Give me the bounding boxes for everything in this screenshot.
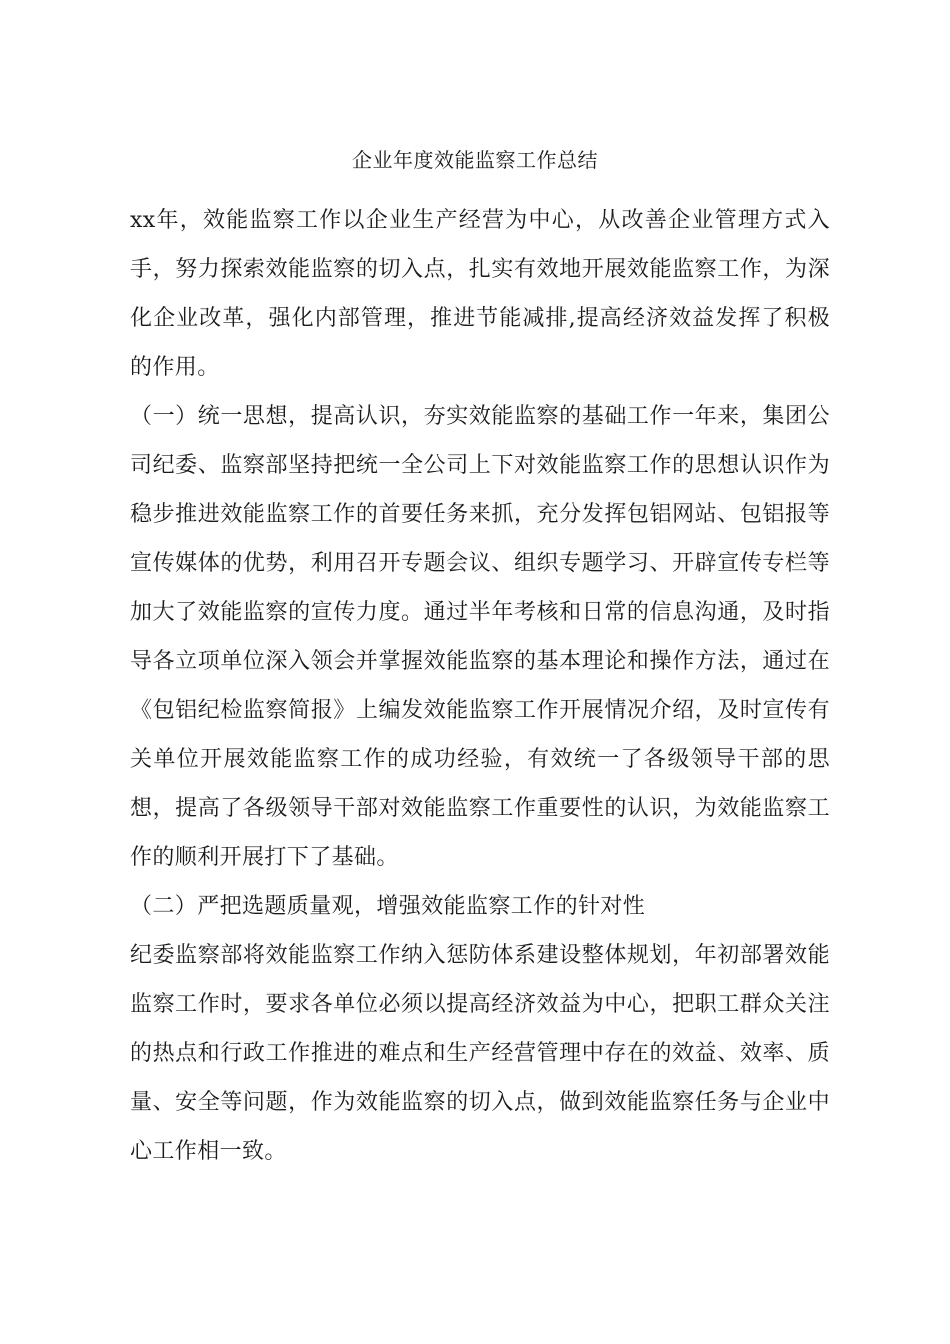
paragraph-section-2: 纪委监察部将效能监察工作纳入惩防体系建设整体规划，年初部署效能监察工作时，要求各单位必须以提高经济效益为中心，把职工群众关注的热点和行政工作推进的难点和生产经营管理中存在的效益、效率、质量、安全等问题，作为效能监察的切入点，做到效能监察任务与企业中心工作相一致。 (130, 943, 830, 1164)
paragraph-section-1: （一）统一思想，提高认识，夯实效能监察的基础工作一年来，集团公司纪委、监察部坚持把统一全公司上下对效能监察工作的思想认识作为稳步推进效能监察工作的首要任务来抓，充分发挥包铝网站、包铝报等宣传媒体的优势，利用召开专题会议、组织专题学习、开辟宣传专栏等加大了效能监察的宣传力度。通过半年考核和日常的信息沟通，及时指导各立项单位深入领会并掌握效能监察的基本理论和操作方法，通过在《包铝纪检监察简报》上编发效能监察工作开展情况介绍，及时宣传有关单位开展效能监察工作的成功经验，有效统一了各级领导干部的思想，提高了各级领导干部对效能监察工作重要性的认识，为效能监察工作的顺利开展打下了基础。 (130, 404, 830, 870)
paragraph-intro: xx年，效能监察工作以企业生产经营为中心，从改善企业管理方式入手，努力探索效能监察的切入点，扎实有效地开展效能监察工作，为深化企业改革，强化内部管理，推进节能减排,提高经济效益发挥了积极的作用。 (130, 208, 830, 380)
section-heading-2: （二）严把选题质量观，增强效能监察工作的针对性 (130, 894, 646, 919)
document-body (130, 196, 830, 1176)
document-title: 企业年度效能监察工作总结 (352, 148, 598, 172)
